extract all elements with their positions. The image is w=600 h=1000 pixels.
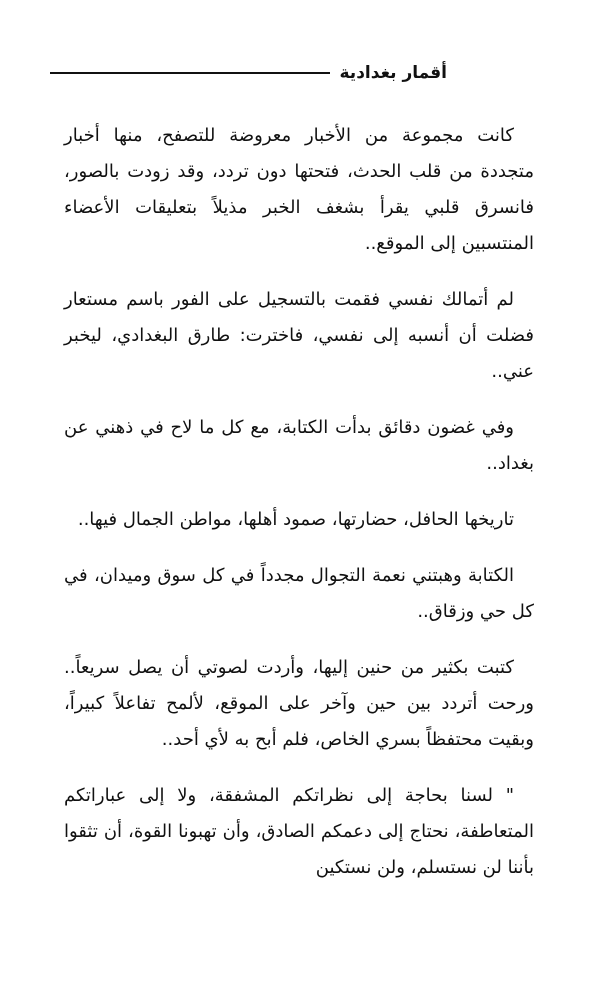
paragraph-7: " لسنا بحاجة إلى نظراتكم المشفقة، ولا إلى عباراتكم المتعاطفة، نحتاج إلى دعمكم الصادق، وأن تهبونا القوة، أن تثقوا بأننا لن نستسلم، ولن نستكين [64, 785, 534, 878]
running-header-title: أقمار بغدادية [339, 63, 447, 83]
running-header [50, 60, 448, 86]
paragraph-1: كانت مجموعة من الأخبار معروضة للتصفح، منها أخبار متجددة من قلب الحدث، فتحتها دون تردد، وقد زودت بالصور، فانسرق قلبي يقرأ بشغف الخبر مذيلاً بتعليقات الأعضاء المنتسبين إلى الموقع.. [64, 125, 534, 254]
paragraph-5: الكتابة وهبتني نعمة التجوال مجدداً في كل سوق وميدان، في كل حي وزقاق.. [64, 565, 534, 622]
paragraph-6: كتبت بكثير من حنين إليها، وأردت لصوتي أن يصل سريعاً.. ورحت أتردد بين حين وآخر على الموقع، لألمح تفاعلاً كبيراً، وبقيت محتفظاً بسري الخاص، فلم أبح به لأي أحد.. [64, 657, 534, 750]
body-text [64, 118, 534, 906]
paragraph-3: وفي غضون دقائق بدأت الكتابة، مع كل ما لاح في ذهني عن بغداد.. [64, 417, 534, 474]
header-rule [50, 72, 330, 74]
paragraph-2: لم أتمالك نفسي فقمت بالتسجيل على الفور باسم مستعار فضلت أن أنسبه إلى نفسي، فاخترت: طارق البغدادي، ليخبر عني.. [64, 289, 534, 382]
paragraph-4: تاريخها الحافل، حضارتها، صمود أهلها، مواطن الجمال فيها.. [77, 509, 514, 530]
